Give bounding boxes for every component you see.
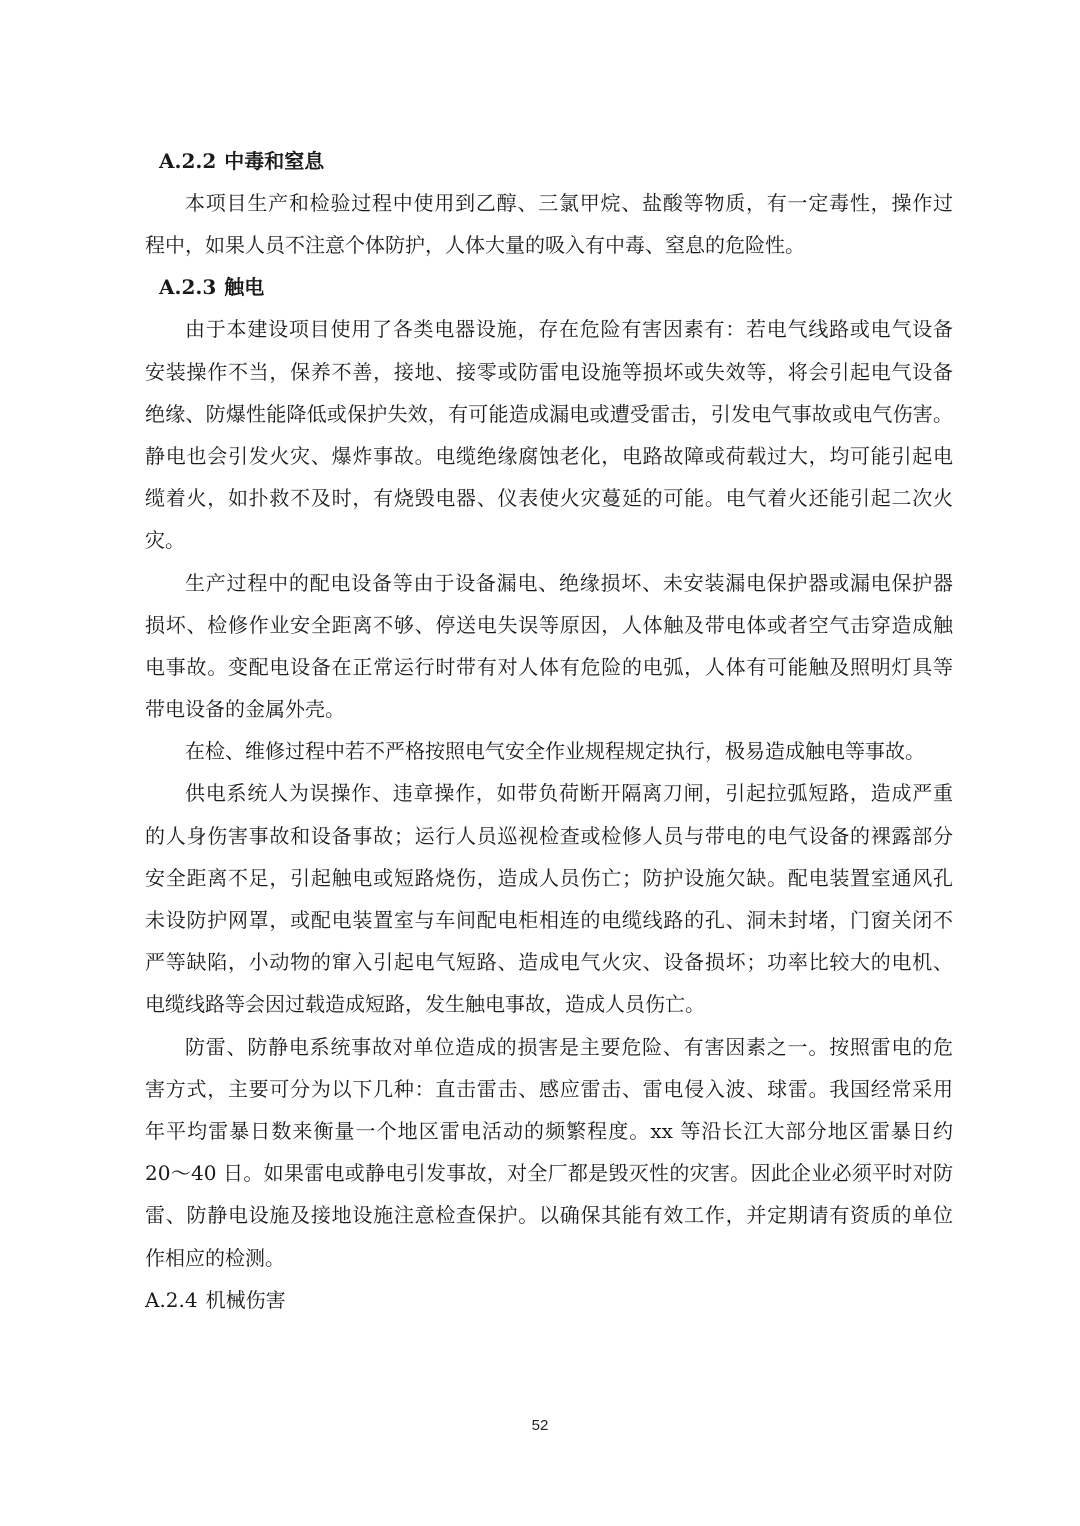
text-line: 供电系统人为误操作、违章操作，如带负荷断开隔离刀闸，引起拉弧短路，造成严重 bbox=[185, 781, 953, 806]
page-number: 52 bbox=[531, 1417, 549, 1434]
section-number: A.2.2 bbox=[159, 149, 217, 173]
section-number: A.2.4 bbox=[145, 1287, 198, 1312]
page-content bbox=[145, 140, 953, 1321]
text-line: 作相应的检测。 bbox=[145, 1245, 285, 1270]
paragraph-toxicity bbox=[145, 182, 953, 266]
text-line: 安全距离不足，引起触电或短路烧伤，造成人员伤亡；防护设施欠缺。配电装置室通风孔 bbox=[145, 865, 953, 890]
section-heading-a22 bbox=[145, 140, 953, 182]
paragraph-electrical-hazards bbox=[145, 308, 953, 561]
text-line: 由于本建设项目使用了各类电器设施，存在危险有害因素有：若电气线路或电气设备 bbox=[185, 317, 953, 342]
text-line: 的人身伤害事故和设备事故；运行人员巡视检查或检修人员与带电的电气设备的裸露部分 bbox=[145, 823, 953, 848]
text-line: 本项目生产和检验过程中使用到乙醇、三氯甲烷、盐酸等物质，有一定毒性，操作过 bbox=[185, 191, 953, 215]
section-heading-a23 bbox=[145, 266, 953, 308]
section-title: 触电 bbox=[224, 275, 265, 300]
text-line: 生产过程中的配电设备等由于设备漏电、绝缘损坏、未安装漏电保护器或漏电保护器 bbox=[185, 570, 953, 595]
text-line: 程中，如果人员不注意个体防护，人体大量的吸入有中毒、窒息的危险性。 bbox=[145, 233, 805, 258]
text-line: 损坏、检修作业安全距离不够、停送电失误等原因，人体触及带电体或者空气击穿造成触 bbox=[145, 612, 953, 637]
text-line: 安装操作不当，保养不善，接地、接零或防雷电设施等损坏或失效等，将会引起电气设备 bbox=[145, 359, 953, 384]
section-number: A.2.3 bbox=[159, 275, 217, 300]
text-line: 电缆线路等会因过载造成短路，发生触电事故，造成人员伤亡。 bbox=[145, 992, 705, 1017]
text-line: 在检、维修过程中若不严格按照电气安全作业规程规定执行，极易造成触电等事故。 bbox=[185, 739, 925, 764]
text-line: 防雷、防静电系统事故对单位造成的损害是主要危险、有害因素之一。按照雷电的危 bbox=[185, 1034, 953, 1059]
text-line: 静电也会引发火灾、爆炸事故。电缆绝缘腐蚀老化，电路故障或荷载过大，均可能引起电 bbox=[145, 443, 953, 468]
text-line: 年平均雷暴日数来衡量一个地区雷电活动的频繁程度。xx 等沿长江大部分地区雷暴日约 bbox=[145, 1118, 953, 1143]
text-line: 未设防护网罩，或配电装置室与车间配电柜相连的电缆线路的孔、洞未封堵，门窗关闭不 bbox=[145, 908, 953, 932]
text-line: 电事故。变配电设备在正常运行时带有对人体有危险的电弧，人体有可能触及照明灯具等 bbox=[145, 654, 953, 679]
paragraph-lightning-protection bbox=[145, 1026, 953, 1279]
text-line: 绝缘、防爆性能降低或保护失效，有可能造成漏电或遭受雷击，引发电气事故或电气伤害。 bbox=[145, 401, 953, 426]
text-line: 害方式，主要可分为以下几种：直击雷击、感应雷击、雷电侵入波、球雷。我国经常采用 bbox=[145, 1076, 953, 1101]
section-heading-a24 bbox=[145, 1279, 953, 1321]
text-line: 雷、防静电设施及接地设施注意检查保护。以确保其能有效工作，并定期请有资质的单位 bbox=[145, 1203, 953, 1228]
paragraph-distribution-equipment bbox=[145, 562, 953, 731]
paragraph-maintenance bbox=[145, 730, 953, 772]
section-title: 中毒和窒息 bbox=[224, 149, 325, 173]
text-line: 灾。 bbox=[145, 528, 185, 553]
text-line: 严等缺陷，小动物的窜入引起电气短路、造成电气火灾、设备损坏；功率比较大的电机、 bbox=[145, 950, 953, 975]
text-line: 缆着火，如扑救不及时，有烧毁电器、仪表使火灾蔓延的可能。电气着火还能引起二次火 bbox=[145, 486, 953, 511]
text-line: 20～40 日。如果雷电或静电引发事故，对全厂都是毁灭性的灾害。因此企业必须平时对防 bbox=[145, 1161, 953, 1186]
paragraph-power-supply bbox=[145, 772, 953, 1025]
text-line: 带电设备的金属外壳。 bbox=[145, 697, 345, 722]
section-title: 机械伤害 bbox=[205, 1287, 286, 1312]
